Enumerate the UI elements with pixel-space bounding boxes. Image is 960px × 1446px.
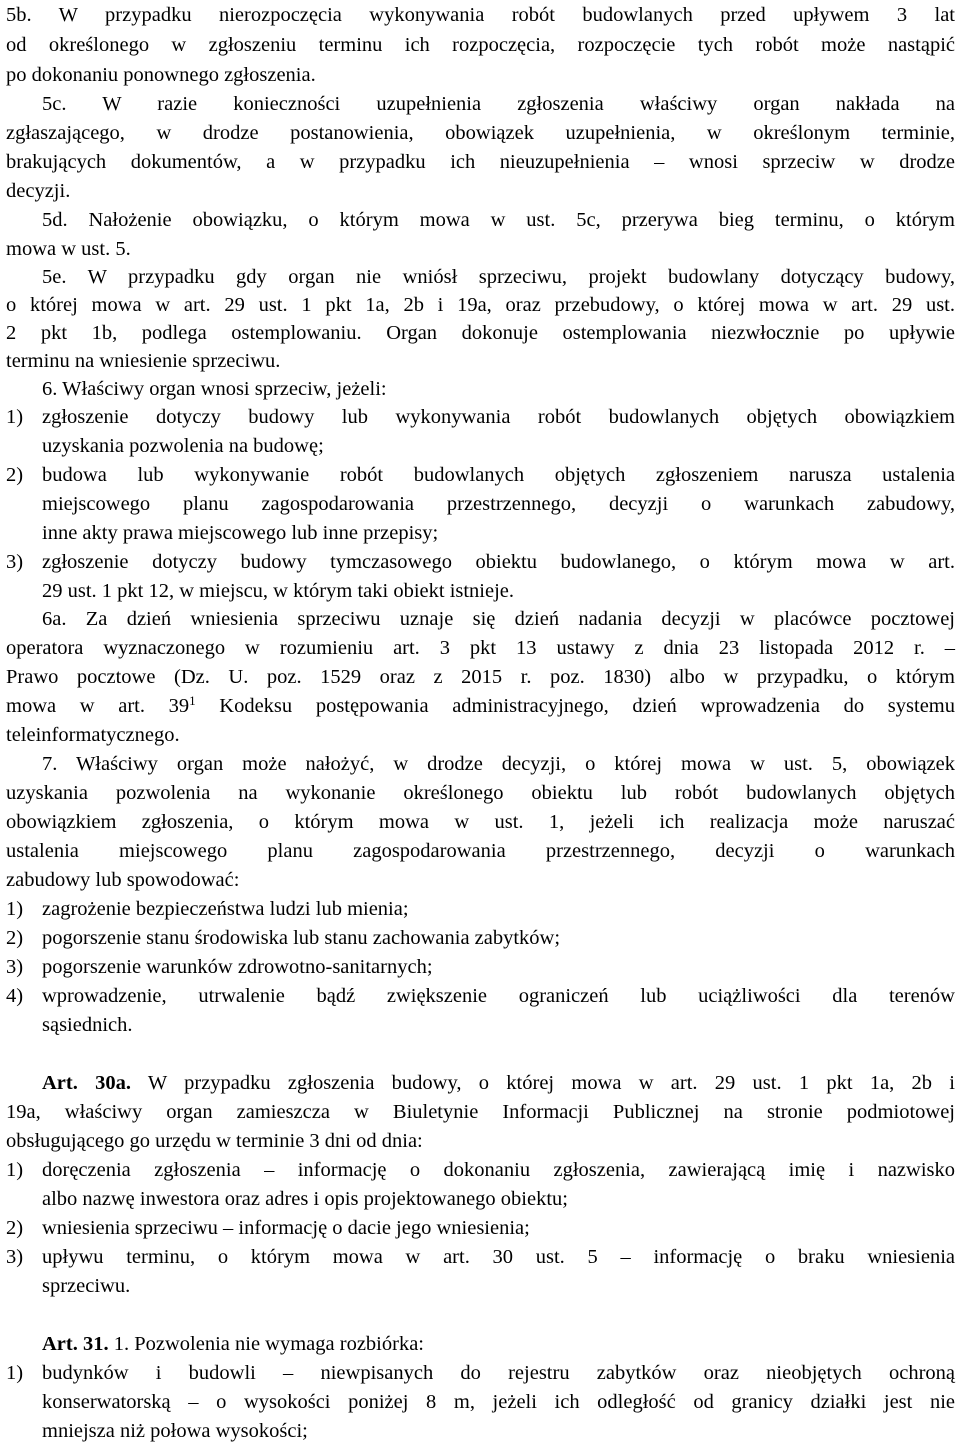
list-item: wniesienia sprzeciwu – informację o dacie jego wniesienia; [42,1217,530,1239]
paragraph-first-line: 6a. Za dzień wniesienia sprzeciwu uznaje się dzień nadania decyzji w placówce pocztowej [42,608,955,630]
list-item-number: 2) [6,464,24,486]
paragraph-first-line: 5e. W przypadku gdy organ nie wniósł sprzeciwu, projekt budowlany dotyczący budowy, [42,266,955,288]
article-heading-line [42,1329,955,1359]
list-item-number: 3) [6,1246,24,1268]
text-segment: mowa w art. 39 [6,695,190,717]
text-line: 2 pkt 1b, podlega ostemplowaniu. Organ dokonuje ostemplowania niezwłocznie po upływie [6,322,955,344]
list-item-continuation: 29 ust. 1 pkt 12, w miejscu, w którym taki obiekt istnieje. [42,580,515,602]
article-text: 1. Pozwolenia nie wymaga rozbiórka: [108,1333,424,1355]
list-item-number: 2) [6,927,24,949]
list-item: budynków i budowli – niewpisanych do rejestru zabytków oraz nieobjętych ochroną [42,1362,955,1384]
list-item: wprowadzenie, utrwalenie bądź zwiększenie ograniczeń lub uciążliwości dla terenów [42,985,955,1007]
article-number: Art. 30a. [42,1072,131,1094]
text-line: decyzji. [6,180,71,202]
superscript: 1 [189,693,196,708]
list-item-continuation: inne akty prawa miejscowego lub inne przepisy; [42,522,439,544]
list-item: pogorszenie warunków zdrowotno-sanitarnych; [42,956,433,978]
text-line: 5b. W przypadku nierozpoczęcia wykonywania robót budowlanych przed upływem 3 lat [6,4,955,26]
list-item-continuation: sprzeciwu. [42,1275,131,1297]
text-line: uzyskania pozwolenia na wykonanie określonego obiektu lub robót budowlanych objętych [6,782,955,804]
text-line: obowiązkiem zgłoszenia, o którym mowa w ust. 1, jeżeli ich realizacja może naruszać [6,811,955,833]
text-line: operatora wyznaczonego w rozumieniu art. 3 pkt 13 ustawy z dnia 23 listopada 2012 r. – [6,637,955,659]
text-line: ustalenia miejscowego planu zagospodarowania przestrzennego, decyzji o warunkach [6,840,955,862]
text-segment: Kodeksu postępowania administracyjnego, dzień wprowadzenia do systemu [195,695,955,717]
list-item-number: 2) [6,1217,24,1239]
list-item-number: 1) [6,406,24,428]
article-heading-line [42,1068,955,1098]
list-item: budowa lub wykonywanie robót budowlanych objętych zgłoszeniem narusza ustalenia [42,464,955,486]
list-item-continuation: konserwatorską – o wysokości poniżej 8 m, jeżeli ich odległość od granicy działki jest nie [42,1391,955,1413]
text-line: po dokonaniu ponownego zgłoszenia. [6,64,316,86]
list-item-continuation: mniejsza niż połowa wysokości; [42,1420,308,1442]
text-line: obsługującego go urzędu w terminie 3 dni od dnia: [6,1130,423,1152]
list-item-number: 3) [6,956,24,978]
list-item-continuation: sąsiednich. [42,1014,133,1036]
list-item-number: 1) [6,898,24,920]
article-number: Art. 31. [42,1333,109,1355]
list-item: pogorszenie stanu środowiska lub stanu zachowania zabytków; [42,927,561,949]
paragraph-first-line: 5d. Nałożenie obowiązku, o którym mowa w ust. 5c, przerywa bieg terminu, o którym [42,209,955,231]
paragraph-first-line: 6. Właściwy organ wnosi sprzeciw, jeżeli: [42,378,387,400]
text-line: terminu na wniesienie sprzeciwu. [6,350,281,372]
list-item: zagrożenie bezpieczeństwa ludzi lub mienia; [42,898,409,920]
list-item-continuation: miejscowego planu zagospodarowania przestrzennego, decyzji o warunkach zabudowy, [42,493,955,515]
text-line: mowa w ust. 5. [6,238,131,260]
paragraph-first-line: 5c. W razie konieczności uzupełnienia zgłoszenia właściwy organ nakłada na [42,93,955,115]
text-line-with-superscript [6,691,955,721]
text-line: od określonego w zgłoszeniu terminu ich rozpoczęcia, rozpoczęcie tych robót może nastąpić [6,34,955,56]
list-item-number: 3) [6,551,24,573]
list-item: zgłoszenie dotyczy budowy tymczasowego obiektu budowlanego, o którym mowa w art. [42,551,955,573]
list-item-continuation: uzyskania pozwolenia na budowę; [42,435,324,457]
list-item-number: 1) [6,1362,24,1384]
text-line: zabudowy lub spowodować: [6,869,240,891]
text-line: zgłaszającego, w drodze postanowienia, obowiązek uzupełnienia, w określonym terminie, [6,122,955,144]
list-item-number: 4) [6,985,24,1007]
text-line: 19a, właściwy organ zamieszcza w Biuletynie Informacji Publicznej na stronie podmiotowej [6,1101,955,1123]
text-line: Prawo pocztowe (Dz. U. poz. 1529 oraz z 2015 r. poz. 1830) albo w przypadku, o którym [6,666,955,688]
text-line: brakujących dokumentów, a w przypadku ich nieuzupełnienia – wnosi sprzeciw w drodze [6,151,955,173]
text-line: o której mowa w art. 29 ust. 1 pkt 1a, 2b i 19a, oraz przebudowy, o której mowa w art. 29 ust. [6,294,955,316]
paragraph-first-line: 7. Właściwy organ może nałożyć, w drodze decyzji, o której mowa w ust. 5, obowiązek [42,753,955,775]
list-item: zgłoszenie dotyczy budowy lub wykonywania robót budowlanych objętych obowiązkiem [42,406,955,428]
list-item: upływu terminu, o którym mowa w art. 30 ust. 5 – informację o braku wniesienia [42,1246,955,1268]
list-item-number: 1) [6,1159,24,1181]
list-item: doręczenia zgłoszenia – informację o dokonaniu zgłoszenia, zawierającą imię i nazwisko [42,1159,955,1181]
article-text: W przypadku zgłoszenia budowy, o której mowa w art. 29 ust. 1 pkt 1a, 2b i [131,1072,956,1094]
list-item-continuation: albo nazwę inwestora oraz adres i opis projektowanego obiektu; [42,1188,568,1210]
text-line: teleinformatycznego. [6,724,180,746]
